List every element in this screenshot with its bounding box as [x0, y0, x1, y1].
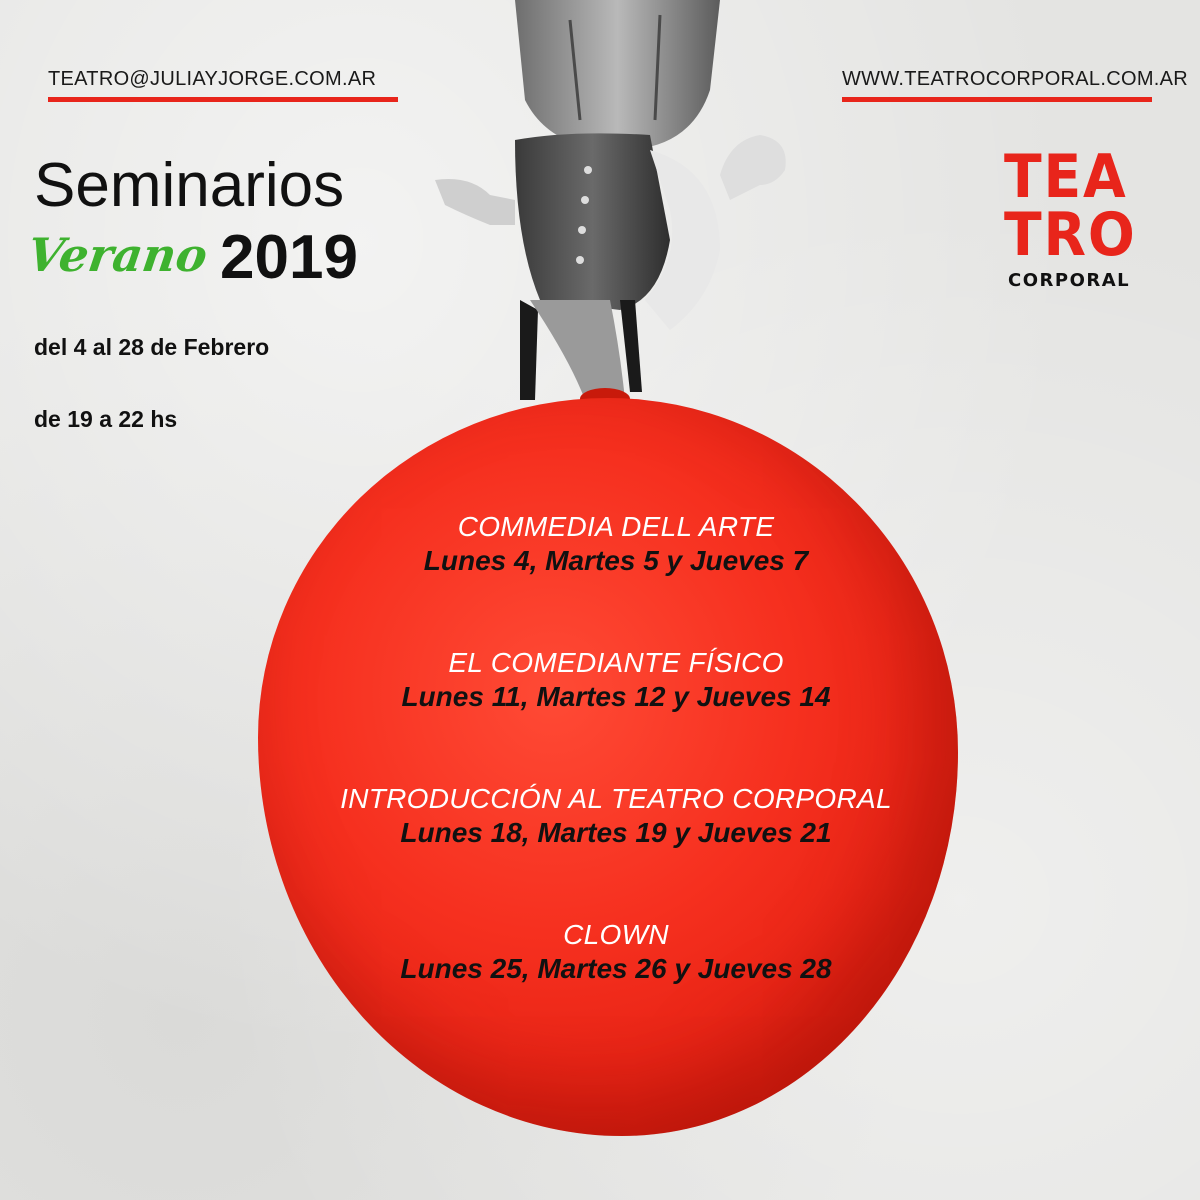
seminar-name: CLOWN	[563, 919, 669, 950]
seminar-name: COMMEDIA DELL ARTE	[457, 511, 775, 542]
seminar-dates: Lunes 25, Martes 26 y Jueves 28	[400, 953, 832, 984]
seminar-name: INTRODUCCIÓN AL TEATRO CORPORAL	[340, 783, 892, 814]
seminar-dates: Lunes 11, Martes 12 y Jueves 14	[401, 681, 831, 712]
seminar-name: EL COMEDIANTE FÍSICO	[448, 647, 784, 678]
contact-email[interactable]: TEATRO@JULIAYJORGE.COM.AR	[48, 68, 398, 102]
vest-shape	[515, 133, 670, 310]
seminar-dates: Lunes 4, Martes 5 y Jueves 7	[423, 545, 809, 576]
seminar-item	[258, 782, 974, 850]
title-seminarios: Seminarios	[34, 151, 345, 220]
date-range: del 4 al 28 de Febrero	[34, 334, 270, 360]
left-hand	[435, 179, 515, 225]
contact-website[interactable]: WWW.TEATROCORPORAL.COM.AR	[842, 68, 1152, 102]
seminar-item	[258, 646, 974, 714]
right-hand	[720, 135, 786, 200]
logo-line-2: TRO	[1004, 200, 1137, 270]
title-year: 2019	[220, 223, 358, 292]
hours: de 19 a 22 hs	[34, 406, 178, 432]
performer-illustration	[420, 0, 820, 420]
teatro-corporal-logo	[1004, 142, 1154, 291]
arms-to-balloon	[530, 300, 625, 400]
jeans-shape	[515, 0, 720, 150]
seminar-item	[258, 918, 974, 986]
seminar-item	[258, 510, 974, 578]
logo-line-1: TEA	[1004, 142, 1128, 212]
title-verano: Verano	[24, 228, 211, 282]
seminar-dates: Lunes 18, Martes 19 y Jueves 21	[400, 817, 832, 848]
logo-corporal: CORPORAL	[1008, 270, 1131, 291]
